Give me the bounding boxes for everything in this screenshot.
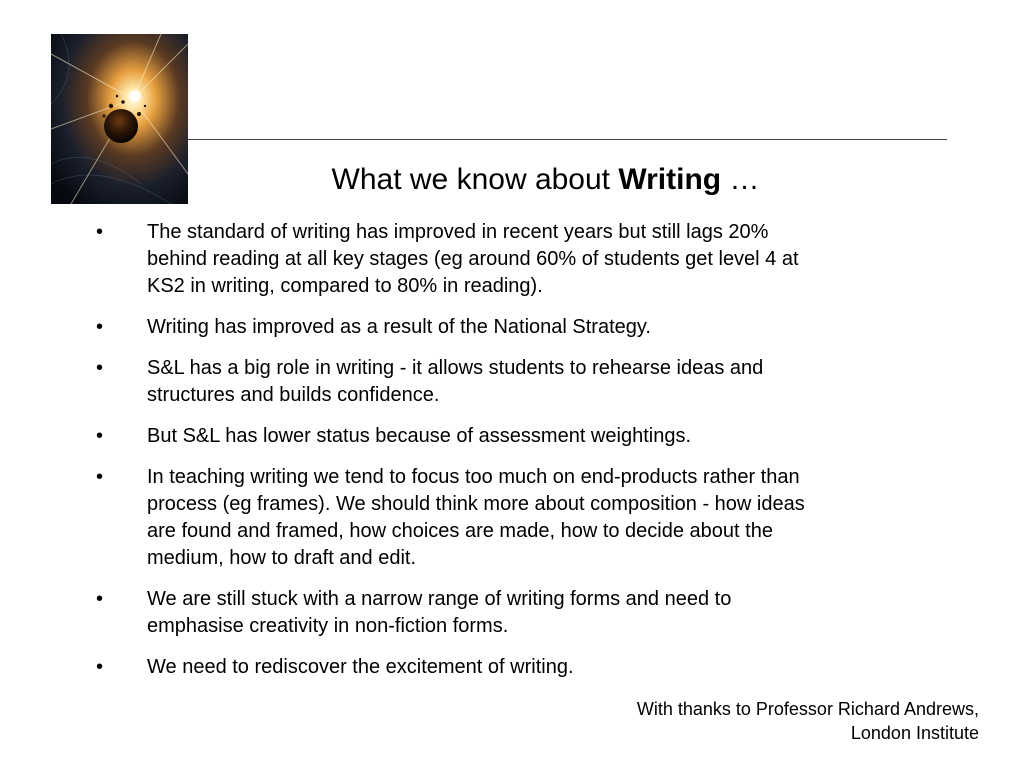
bullet-text-line: are found and framed, how choices are made, how to decide about the [147, 520, 773, 542]
bullet-text-line: process (eg frames). We should think more about composition - how ideas [147, 493, 805, 515]
title-suffix: … [721, 163, 760, 196]
bullet-text-line: The standard of writing has improved in recent years but still lags 20% [147, 221, 769, 243]
bullet-text-line: structures and builds confidence. [147, 384, 440, 406]
exploding-planet-icon [51, 34, 188, 204]
bullet-mark: • [96, 588, 104, 610]
credit-note [637, 697, 979, 745]
title-divider [188, 139, 947, 140]
title-emphasis: Writing [618, 163, 722, 196]
bullet-item [96, 464, 916, 572]
bullet-text-line: KS2 in writing, compared to 80% in reading). [147, 275, 543, 297]
exploding-planet-image [51, 34, 188, 204]
bullet-text-line: We are still stuck with a narrow range of writing forms and need to [147, 588, 732, 610]
bullet-text-line: But S&L has lower status because of assessment weightings. [147, 425, 691, 447]
bullet-item [96, 423, 916, 450]
credit-line: London Institute [850, 723, 979, 743]
bullet-item [96, 654, 916, 681]
bullet-mark: • [96, 357, 104, 379]
bullet-text-line: In teaching writing we tend to focus too much on end-products rather than [147, 466, 800, 488]
bullet-mark: • [96, 221, 104, 243]
bullet-text-line: S&L has a big role in writing - it allows students to rehearse ideas and [147, 357, 764, 379]
credit-line: With thanks to Professor Richard Andrews, [636, 699, 979, 719]
bullet-text-line: medium, how to draft and edit. [147, 547, 417, 569]
bullet-list [96, 219, 916, 695]
bullet-item [96, 586, 916, 640]
bullet-text-line: We need to rediscover the excitement of writing. [147, 656, 574, 678]
bullet-mark: • [96, 656, 104, 678]
bullet-mark: • [96, 466, 104, 488]
bullet-mark: • [96, 425, 104, 447]
bullet-item [96, 314, 916, 341]
bullet-text-line: Writing has improved as a result of the National Strategy. [147, 316, 651, 338]
bullet-mark: • [96, 316, 104, 338]
bullet-item [96, 219, 916, 300]
title-prefix: What we know about [331, 163, 619, 196]
bullet-text-line: behind reading at all key stages (eg around 60% of students get level 4 at [147, 248, 799, 270]
slide-title [188, 160, 903, 200]
bullet-item [96, 355, 916, 409]
bullet-text-line: emphasise creativity in non-fiction forms. [147, 615, 509, 637]
